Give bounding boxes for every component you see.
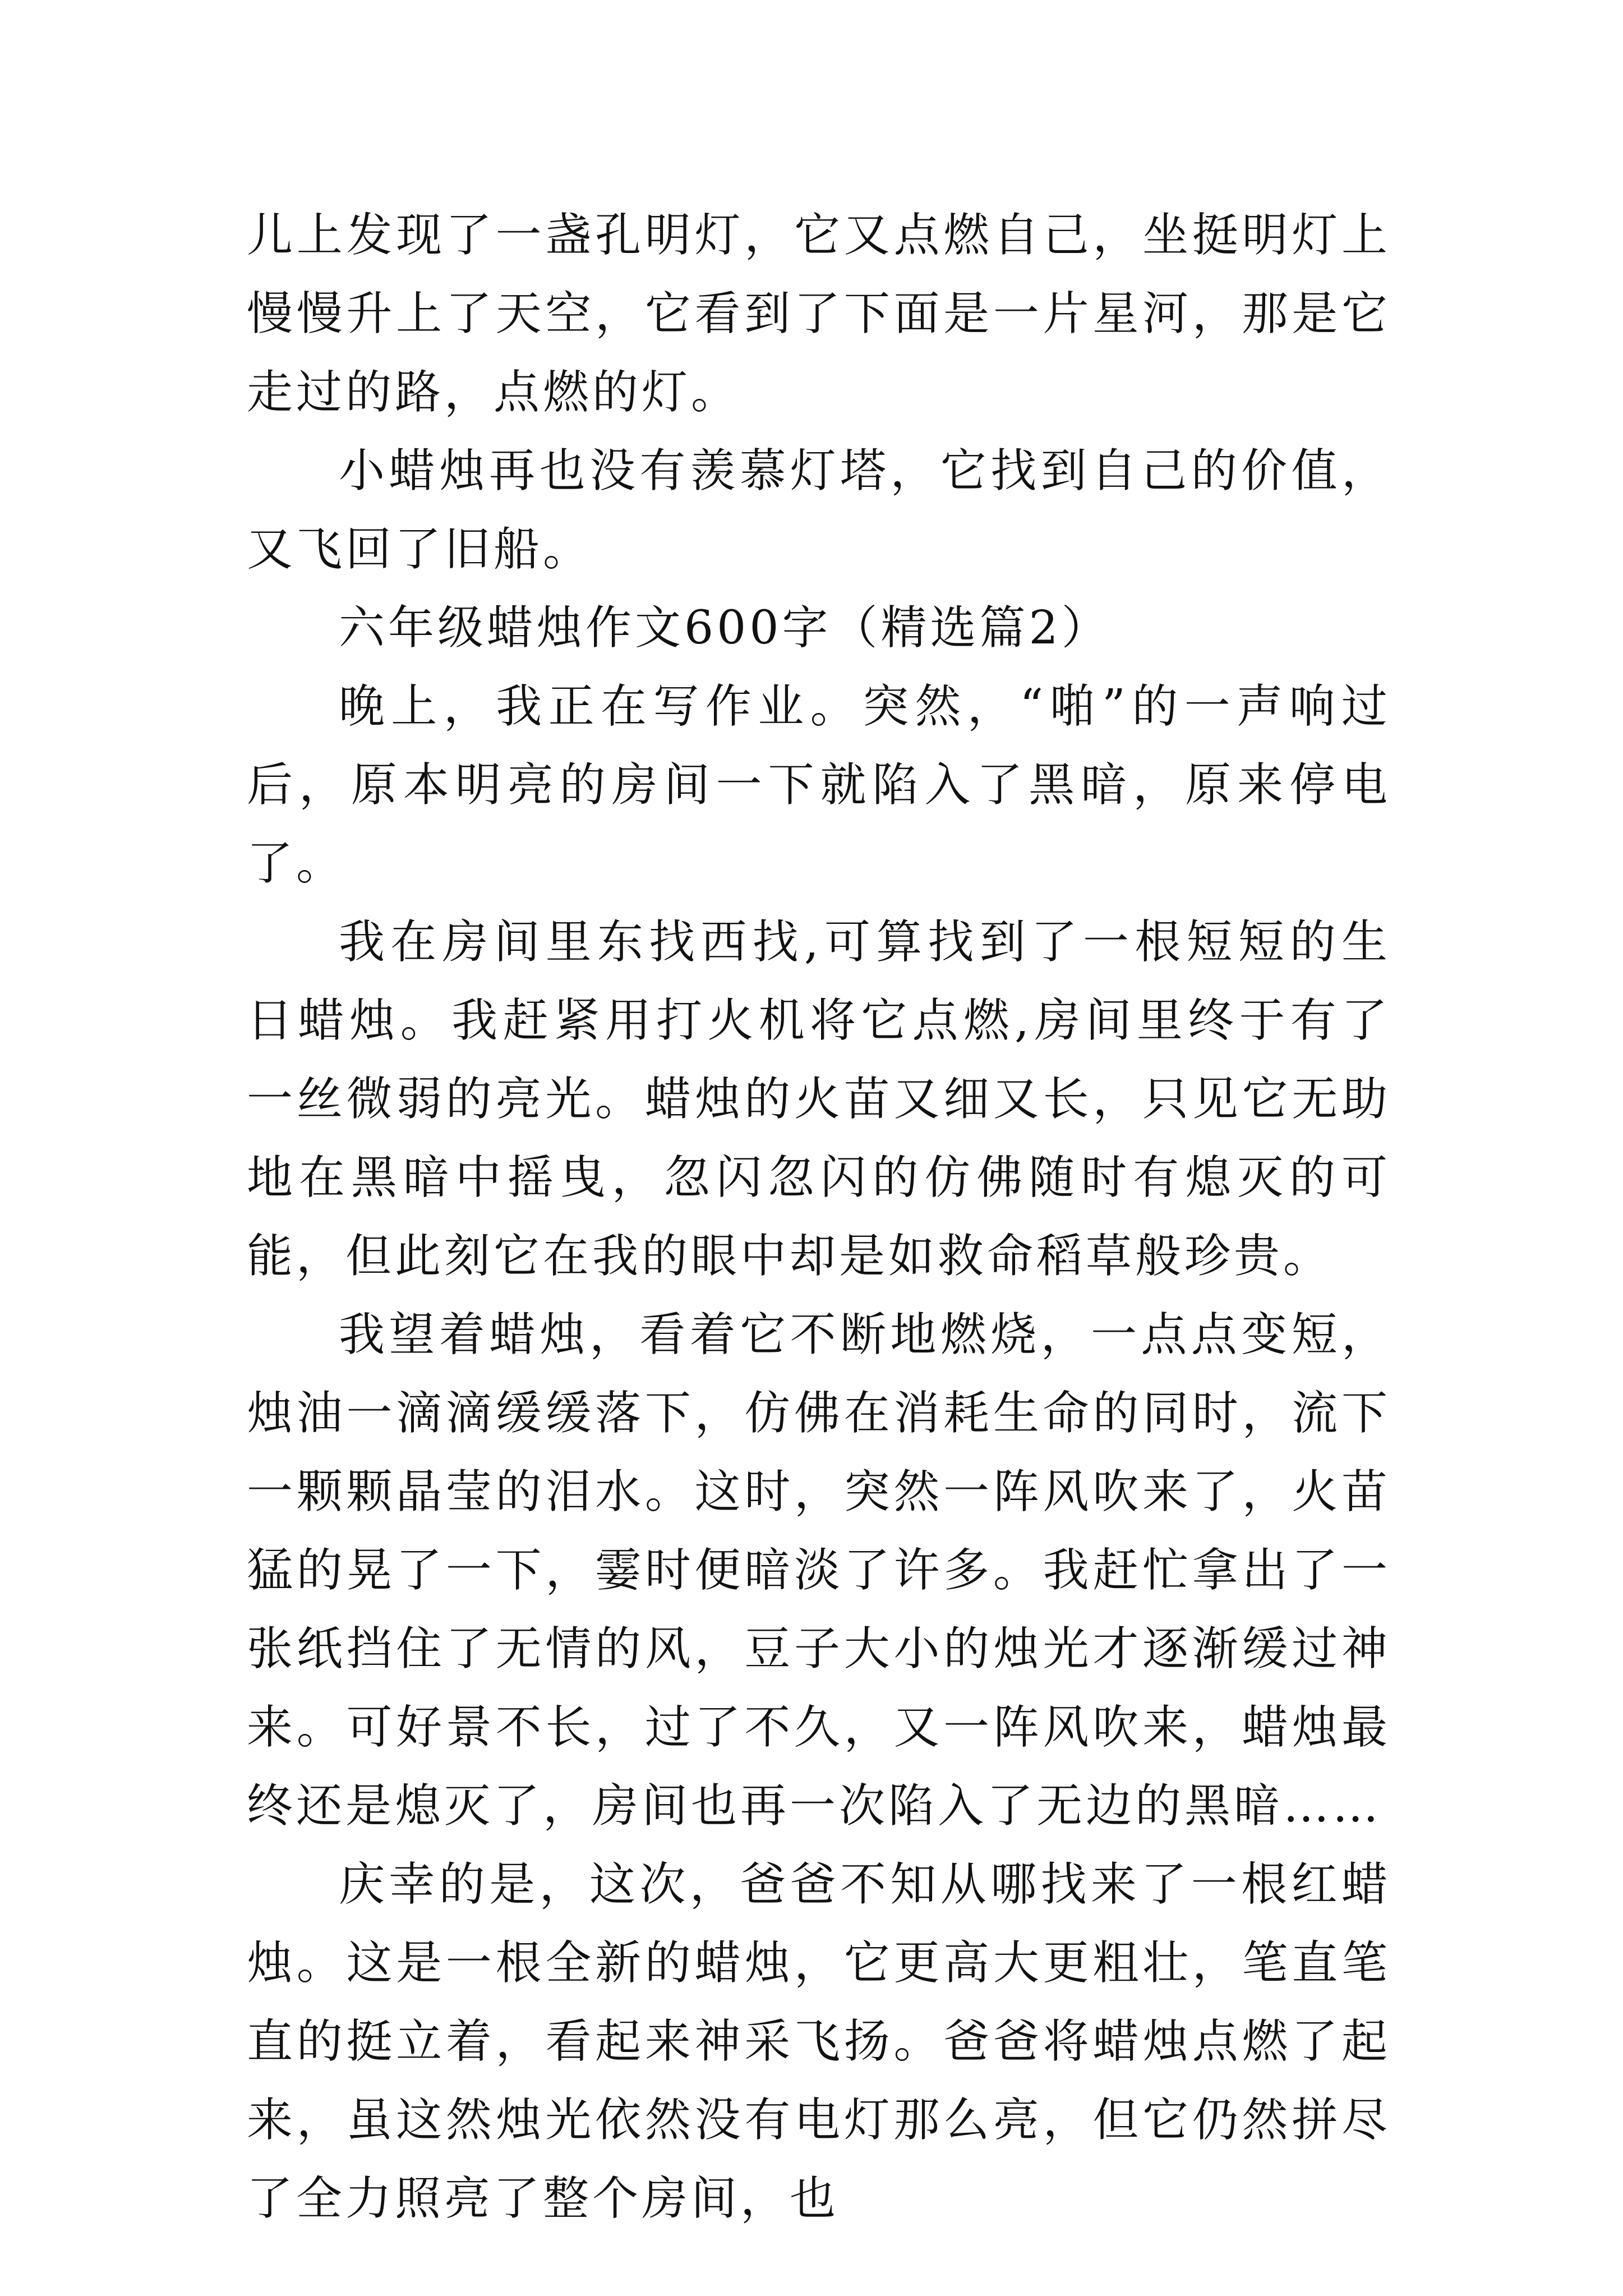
paragraph-conclusion: 小蜡烛再也没有羡慕灯塔，它找到自己的价值，又飞回了旧船。 [247,444,1391,576]
paragraph-red-candle: 庆幸的是，这次，爸爸不知从哪找来了一根红蜡烛。这是一根全新的蜡烛，它更高大更粗壮，笔直笔直的挺立着，看起来神采飞扬。爸爸将蜡烛点燃了起来，虽这然烛光依然没有电灯那么亮，但它仍然拼尽了全力照亮了整个房间，也 [247,1858,1391,2225]
paragraph-continued: 儿上发现了一盏孔明灯，它又点燃自己，坐挺明灯上慢慢升上了天空，它看到了下面是一片星河，那是它走过的路，点燃的灯。 [247,209,1391,419]
paragraph-birthday-candle: 我在房间里东找西找,可算找到了一根短短的生日蜡烛。我赶紧用打火机将它点燃,房间里终于有了一丝微弱的亮光。蜡烛的火苗又细又长，只见它无助地在黑暗中摇曳，忽闪忽闪的仿佛随时有熄灭的可能，但此刻它在我的眼中却是如救命稻草般珍贵。 [247,915,1391,1283]
document-body [247,196,1391,2238]
paragraph-candle-burning: 我望着蜡烛，看着它不断地燃烧，一点点变短，烛油一滴滴缓缓落下，仿佛在消耗生命的同时，流下一颗颗晶莹的泪水。这时，突然一阵风吹来了，火苗猛的晃了一下，霎时便暗淡了许多。我赶忙拿出了一张纸挡住了无情的风，豆子大小的烛光才逐渐缓过神来。可好景不长，过了不久，又一阵风吹来，蜡烛最终还是熄灭了，房间也再一次陷入了无边的黑暗…… [247,1308,1391,1833]
section-heading: 六年级蜡烛作文600字（精选篇2） [339,601,1111,655]
paragraph-power-outage: 晚上，我正在写作业。突然，“啪”的一声响过后，原本明亮的房间一下就陷入了黑暗，原来停电了。 [247,680,1391,890]
